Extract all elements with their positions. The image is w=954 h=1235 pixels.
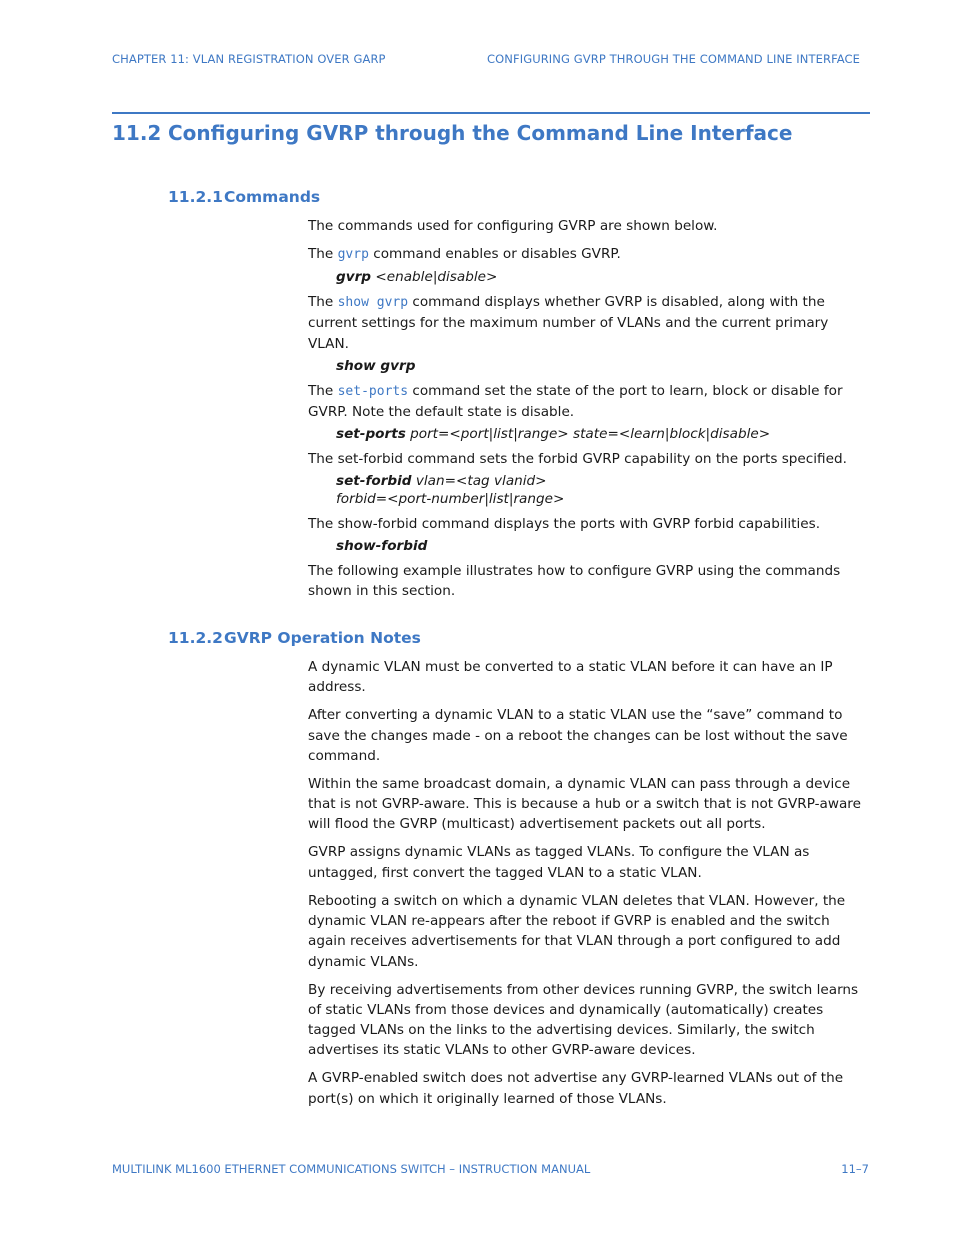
section-heading [112,121,792,145]
show-gvrp-code: show gvrp [337,294,409,310]
section-title: Configuring GVRP through the Command Line Interface [168,121,793,145]
running-header-chapter: CHAPTER 11: VLAN REGISTRATION OVER GARP [112,52,386,66]
subsection-title: GVRP Operation Notes [224,629,421,647]
section-number: 11.2 [112,121,162,145]
set-ports-description: The set-ports command set the state of the port to learn, block or disable for GVRP. Note the default state is disable. [308,382,843,420]
set-ports-code: set-ports [337,383,409,399]
show-forbid-syntax: show-forbid [336,537,428,554]
notes-paragraph: Within the same broadcast domain, a dynamic VLAN can pass through a device that is not GVRP-aware. This is because a hub or a switch that is not GVRP-aware will flood the GVRP (multicast) advertisement packets out all ports. [308,775,861,833]
subsection-heading-commands [168,188,320,206]
gvrp-code: gvrp [337,246,369,262]
footer-manual-title: MULTILINK ML1600 ETHERNET COMMUNICATIONS SWITCH – INSTRUCTION MANUAL [112,1162,591,1176]
show-gvrp-description: The show gvrp command displays whether GVRP is disabled, along with the current settings for the maximum number of VLANs and the current primary VLAN. [308,293,829,352]
notes-paragraph: A dynamic VLAN must be converted to a static VLAN before it can have an IP address. [308,659,833,696]
page-number: 11–7 [841,1162,869,1176]
notes-paragraph: GVRP assigns dynamic VLANs as tagged VLANs. To configure the VLAN as untagged, first convert the tagged VLAN to a static VLAN. [308,844,810,881]
gvrp-description: The gvrp command enables or disables GVRP. [308,245,621,262]
set-forbid-syntax: set-forbid vlan=<tag vlanid> forbid=<port-number|list|range> [336,472,565,507]
gvrp-syntax: gvrp <enable|disable> [336,268,498,285]
set-forbid-description: The set-forbid command sets the forbid GVRP capability on the ports specified. [308,450,847,467]
subsection-title: Commands [224,188,321,206]
subsection-number: 11.2.2 [168,629,223,647]
notes-paragraph: After converting a dynamic VLAN to a static VLAN use the “save” command to save the changes made - on a reboot the changes can be lost without the save command. [308,707,848,764]
set-ports-syntax: set-ports port=<port|list|range> state=<learn|block|disable> [336,425,771,442]
subsection-number: 11.2.1 [168,188,223,206]
commands-body [308,216,870,609]
notes-body [308,657,870,1117]
show-gvrp-syntax: show gvrp [336,357,416,374]
subsection-heading-notes [168,629,421,647]
notes-paragraph: Rebooting a switch on which a dynamic VLAN deletes that VLAN. However, the dynamic VLAN re-appears after the reboot if GVRP is enabled and the switch again receives advertisements for that VLAN through a port configured to add dynamic VLANs. [308,892,846,970]
notes-paragraph: By receiving advertisements from other devices running GVRP, the switch learns of static VLANs from those devices and dynamically (automatically) creates tagged VLANs on the links to the advertising devices. Similarly, the switch advertises its static VLANs to other GVRP-aware devices. [308,981,859,1059]
notes-paragraph: A GVRP-enabled switch does not advertise any GVRP-learned VLANs out of the port(s) on which it originally learned of those VLANs. [308,1070,844,1107]
show-forbid-description: The show-forbid command displays the ports with GVRP forbid capabilities. [308,515,821,532]
example-intro: The following example illustrates how to configure GVRP using the commands shown in this section. [308,562,841,600]
running-header-section: CONFIGURING GVRP THROUGH THE COMMAND LINE INTERFACE [487,52,860,66]
section-rule [112,112,870,114]
commands-intro: The commands used for configuring GVRP are shown below. [308,218,718,234]
